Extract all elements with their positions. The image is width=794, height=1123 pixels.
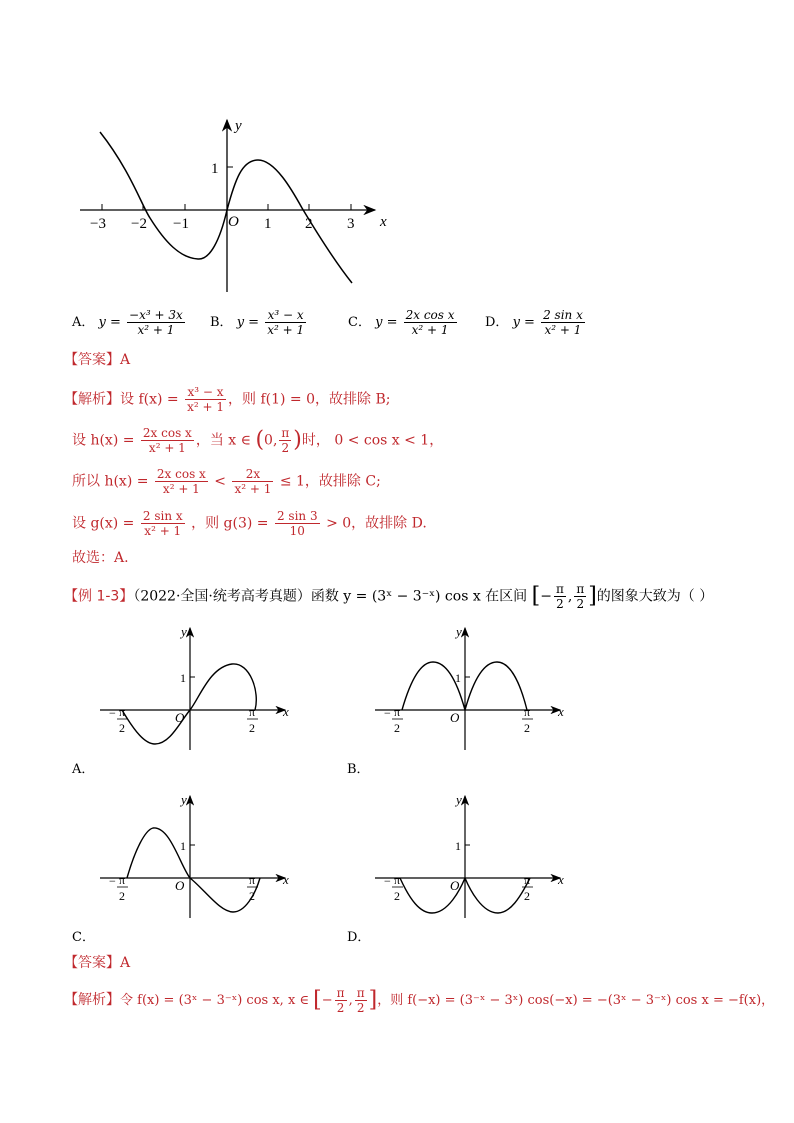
function-curve (122, 664, 256, 744)
origin-label: O (450, 710, 460, 725)
minus-sign: − (384, 874, 391, 888)
y-axis-label: y (456, 792, 462, 807)
tick-label-3: 3 (347, 216, 355, 232)
option-a[interactable]: A． y = $\frac{\text{−x³ + 3x}}{\text{x² + 1}}$ (72, 308, 183, 337)
tick-label-neg3: −3 (90, 216, 106, 232)
main-curve (100, 132, 352, 283)
two-label-left: 2 (119, 889, 125, 903)
analysis-1-line-3: 所以 h(x) = $\frac{\text{2x cos x}}{\text{x² + 1}}$ < $\frac{2x}{\text{x² + 1}}$ ≤ 1，故排除 C; (72, 467, 381, 496)
x-axis-label: x (283, 872, 289, 887)
analysis-1-line-1: 【解析】设 f(x) = $\frac{\text{x³ − x}}{\text{x² + 1}}$ ，则 f(1) = 0，故排除 B; (64, 385, 391, 414)
pi-label-right: π (524, 705, 531, 719)
option-graph-c (95, 790, 295, 920)
analysis-1-conclusion: 故选：A. (72, 550, 129, 566)
analysis-2: 【解析】令 f(x) = (3ˣ − 3⁻ˣ) cos x, x ∈ [− $\frac{\pi}{2}$ , $\frac{\pi}{2}$ ]，则 f(−x) = (3⁻ˣ − 3ˣ) cos(−x) = −(3ˣ − 3⁻ˣ) cos x = −f(x)， (64, 986, 775, 1015)
option-graph-a (95, 622, 295, 752)
y-tick-label: 1 (180, 671, 186, 685)
answer-1: 【答案】A (64, 352, 131, 368)
tick-label-neg1: −1 (173, 216, 189, 232)
origin-label: O (450, 878, 460, 893)
pi-label-left: π (119, 873, 126, 887)
y-tick-label: 1 (455, 839, 461, 853)
minus-sign: − (384, 706, 391, 720)
origin-label: O (228, 214, 239, 230)
pi-label-left: π (394, 705, 401, 719)
origin-label: O (175, 710, 185, 725)
y-tick-label: 1 (455, 671, 461, 685)
y-tick-label: 1 (180, 839, 186, 853)
minus-sign: − (109, 706, 116, 720)
tick-label-2: 2 (305, 216, 313, 232)
option-graph-d (370, 790, 570, 920)
option-graph-b (370, 622, 570, 752)
x-axis-label: x (558, 704, 564, 719)
y-axis-label: y (235, 118, 242, 134)
pi-label-left: π (119, 705, 126, 719)
pi-label-left: π (394, 873, 401, 887)
x-axis-label: x (380, 214, 387, 230)
option-graph-label-c[interactable]: C． (72, 930, 95, 945)
analysis-1-line-2: 设 h(x) = $\frac{\text{2x cos x}}{\text{x² + 1}}$ ，当 x ∈ (0, $\frac{\pi}{2}$ )时， 0 < cos x < 1， (72, 426, 444, 455)
option-graph-label-d[interactable]: D． (347, 930, 371, 945)
origin-label: O (175, 878, 185, 893)
analysis-1-line-4: 设 g(x) = $\frac{\text{2 sin x}}{\text{x² + 1}}$ ，则 g(3) = $\frac{2 \sin 3}{10}$ > 0，故排除 D. (72, 509, 427, 538)
y-axis-label: y (456, 624, 462, 639)
two-label-right: 2 (249, 889, 255, 903)
two-label-left: 2 (394, 889, 400, 903)
y-axis-label: y (181, 792, 187, 807)
example-1-3: 【例 1-3】（2022·全国·统考高考真题）函数 y = (3ˣ − 3⁻ˣ) cos x 在区间 [− $\frac{\pi}{2}$ , $\frac{\pi}{2}$ ]的图象大致为（ ） (64, 582, 714, 611)
tick-label-y1: 1 (211, 161, 219, 177)
x-axis-label: x (558, 872, 564, 887)
option-graph-label-b[interactable]: B． (347, 762, 370, 777)
pi-label-right: π (524, 873, 531, 887)
pi-label-right: π (249, 873, 256, 887)
minus-sign: − (109, 874, 116, 888)
two-label-right: 2 (249, 721, 255, 735)
main-function-graph (70, 110, 400, 300)
tick-label-1: 1 (264, 216, 272, 232)
option-c[interactable]: C． y = $\frac{\text{2x cos x}}{\text{x² + 1}}$ (348, 308, 455, 337)
option-d[interactable]: D． y = $\frac{\text{2 sin x}}{\text{x² + 1}}$ (485, 308, 583, 337)
x-axis-label: x (283, 704, 289, 719)
tick-label-neg2: −2 (131, 216, 147, 232)
pi-label-right: π (249, 705, 256, 719)
answer-2: 【答案】A (64, 955, 131, 971)
option-graph-label-a[interactable]: A． (72, 762, 95, 777)
two-label-left: 2 (394, 721, 400, 735)
options-row (72, 308, 187, 337)
two-label-right: 2 (524, 721, 530, 735)
two-label-left: 2 (119, 721, 125, 735)
y-axis-label: y (181, 624, 187, 639)
option-b[interactable]: B． y = $\frac{\text{x³ − x}}{\text{x² + 1}}$ (210, 308, 305, 337)
two-label-right: 2 (524, 889, 530, 903)
function-curve (127, 828, 260, 912)
